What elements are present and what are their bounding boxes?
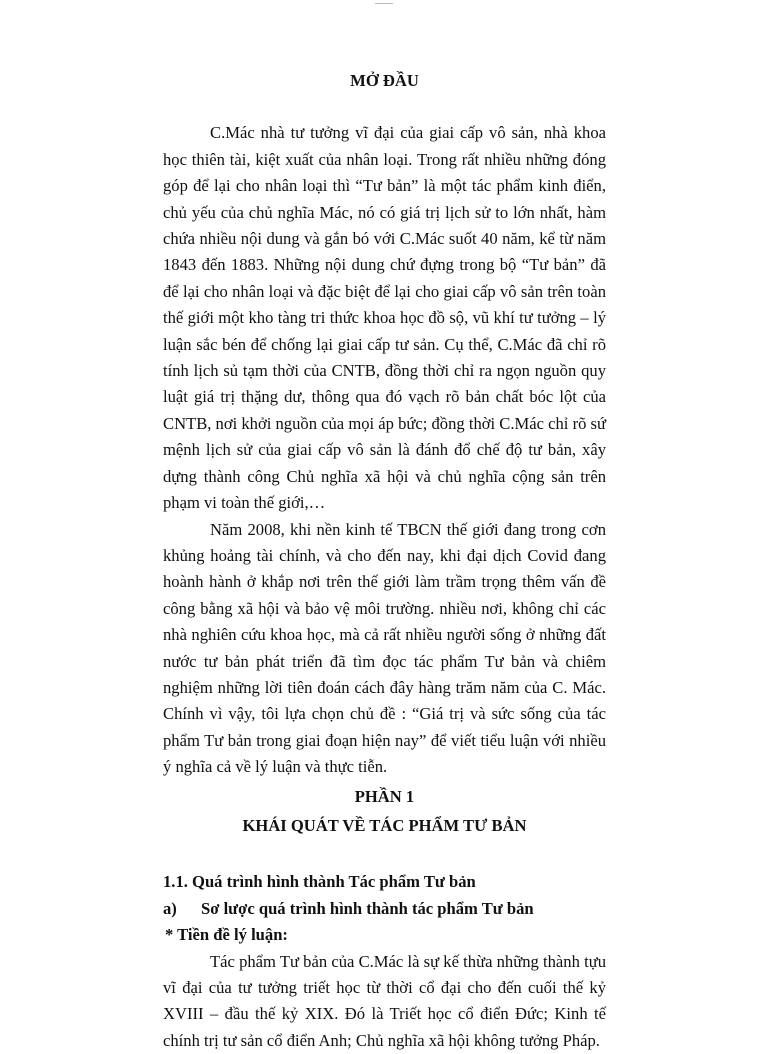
part-title: KHÁI QUÁT VỀ TÁC PHẨM TƯ BẢN — [242, 815, 527, 835]
part-label: PHẦN 1 — [354, 786, 415, 806]
premise-paragraph: Tác phẩm Tư bản của C.Mác là sự kế thừa những thành tựu vĩ đại của tư tưởng triết học từ thời cổ đại cho đến cuối thế kỷ XVIII – đầu thế kỷ XIX. Đó là Triết học cổ điển Đức; Kinh tế chính trị tư sản cổ điển Anh; Chủ nghĩa xã hội không tưởng Pháp. — [163, 951, 606, 1050]
premise-heading: * Tiền đề lý luận: — [165, 925, 288, 945]
section-1-1-heading: 1.1. Quá trình hình thành Tác phẩm Tư bản — [163, 872, 476, 892]
subsection-a-title: Sơ lược quá trình hình thành tác phẩm Tư bản — [201, 898, 534, 918]
heading-intro: MỞ ĐẦU — [350, 71, 419, 90]
page-top-mark — [375, 0, 393, 4]
subsection-a-heading — [163, 896, 606, 922]
intro-paragraph-2: Năm 2008, khi nền kinh tế TBCN thế giới đang trong cơn khủng hoảng tài chính, và cho đến nay, khi đại dịch Covid đang hoành hành ở khắp nơi trên thế giới làm trầm trọng thêm vấn đề công bằng xã hội và bảo vệ môi trường. nhiều nơi, không chỉ các nhà nghiên cứu khoa học, mà cả rất nhiều người sống ở những đất nước tư bản phát triển đã tìm đọc tác phẩm Tư bản và chiêm nghiệm những lời tiên đoán cách đây hàng trăm năm của C. Mác. Chính vì vậy, tôi lựa chọn chủ đề : “Giá trị và sức sống của tác phẩm Tư bản trong giai đoạn hiện nay” để viết tiểu luận với nhiều ý nghĩa cả về lý luận và thực tiễn. — [163, 519, 606, 777]
document-body — [163, 68, 606, 1054]
intro-paragraph-1: C.Mác nhà tư tưởng vĩ đại của giai cấp vô sản, nhà khoa học thiên tài, kiệt xuất của nhân loại. Trong rất nhiều những đóng góp để lại cho nhân loại thì “Tư bản” là một tác phẩm kinh điển, chủ yếu của chủ nghĩa Mác, nó có giá trị lịch sử to lớn nhất, hàm chứa nhiều nội dung và gắn bó với C.Mác suốt 40 năm, kể từ năm 1843 đến 1883. Những nội dung chứ đựng trong bộ “Tư bản” đã để lại cho nhân loại và đặc biệt để lại cho giai cấp vô sản trên toàn thế giới một kho tàng tri thức khoa học đồ sộ, vũ khí tư tưởng – lý luận sắc bén để chống lại giai cấp tư sản. Cụ thể, C.Mác đã chỉ rõ tính lịch sủ tạm thời của CNTB, đồng thời chỉ ra ngọn nguồn quy luật giá trị thặng dư, thông qua đó vạch rõ bản chất bóc lột của CNTB, nơi khởi nguồn của mọi áp bức; đồng thời C.Mác chỉ rõ sứ mệnh lịch sử của giai cấp vô sản là đánh đổ chế độ tư bản, xây dựng thành công Chủ nghĩa xã hội và chủ nghĩa cộng sản trên phạm vi toàn thế giới,… — [163, 123, 606, 513]
subsection-a-marker: a) — [163, 898, 177, 918]
